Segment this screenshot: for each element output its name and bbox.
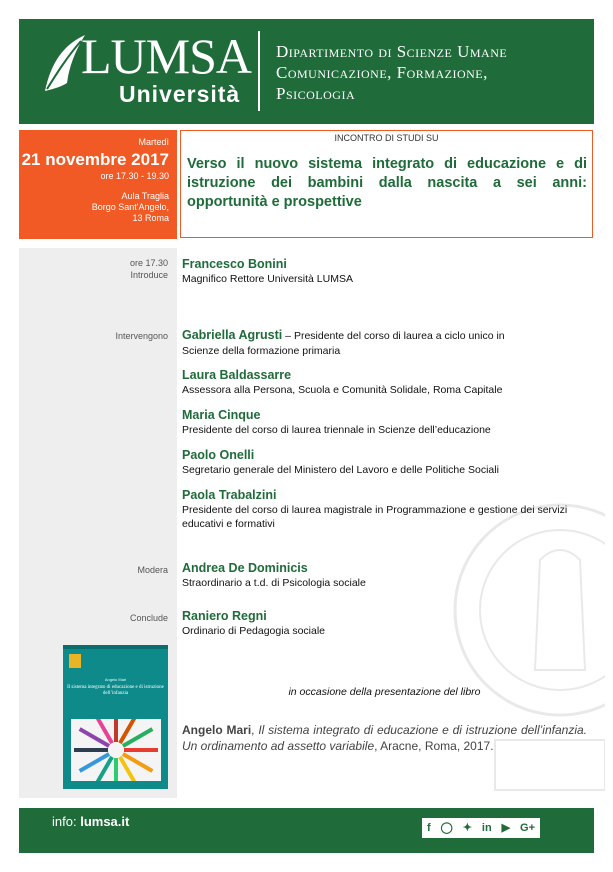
event-place-line: Borgo Sant'Angelo, — [91, 202, 169, 212]
speaker-role: Magnifico Rettore Università LUMSA — [182, 273, 353, 285]
publisher-logo-icon — [69, 654, 81, 668]
department-name — [276, 41, 586, 104]
speaker-name: Raniero Regni — [182, 609, 267, 623]
speaker-name-line — [182, 328, 587, 344]
department-line: Comunicazione, Formazione, — [276, 63, 488, 82]
event-time: ore 17.30 - 19.30 — [100, 171, 169, 181]
info-label: info: — [52, 814, 77, 829]
speaker-name: Laura Baldassarre — [182, 368, 292, 382]
event-title-box — [180, 130, 593, 238]
speaker-name: Andrea De Dominicis — [182, 561, 308, 575]
conclude-entry — [182, 609, 587, 638]
twitter-icon[interactable]: ✦ — [462, 822, 472, 834]
book-cover-title: Il sistema integrato di educazione e di istruzione dell’infanzia — [67, 685, 164, 696]
speaker-role-inline: – Presidente del corso di laurea a ciclo unico in — [282, 330, 505, 342]
social-icons-bar — [422, 818, 540, 838]
youtube-icon[interactable]: ▶ — [501, 822, 511, 834]
speaker-role: Presidente del corso di laurea triennale in Scienze dell’educazione — [182, 424, 491, 436]
introduce-entry — [182, 257, 587, 286]
introduce-label: Introduce — [130, 270, 168, 280]
event-date: 21 novembre 2017 — [21, 150, 169, 169]
event-kicker: INCONTRO DI STUDI SU — [334, 133, 439, 143]
moderator-entry — [182, 561, 587, 590]
linkedin-icon[interactable]: in — [481, 822, 492, 834]
instagram-icon[interactable]: ◯ — [440, 822, 453, 834]
colored-pencils-icon — [71, 719, 161, 781]
introduce-time: ore 17.30 — [129, 258, 168, 268]
university-seal-watermark — [440, 500, 605, 800]
department-line: Dipartimento di Scienze Umane — [276, 42, 508, 61]
header-banner — [19, 19, 594, 124]
speaker-entry — [182, 488, 587, 531]
speaker-name: Paola Trabalzini — [182, 488, 277, 502]
speaker-name: Gabriella Agrusti — [182, 328, 283, 342]
speaker-role: Assessora alla Persona, Scuola e Comunità Solidale, Roma Capitale — [182, 384, 503, 396]
book-publisher: , Aracne, Roma, 2017. — [374, 739, 494, 753]
speaker-entry — [182, 368, 587, 397]
book-description: Angelo Mari, Il sistema integrato di educazione e di istruzione dell’infanzia. Un ordinamento ad assetto variabile, Aracne, Roma, 2017. — [182, 723, 587, 753]
event-place-line: 13 Roma — [132, 213, 169, 223]
event-day-of-week: Martedì — [138, 137, 169, 147]
book-cover-author: Angelo Mari — [104, 677, 127, 682]
speaker-name: Francesco Bonini — [182, 257, 287, 271]
speaker-role: Presidente del corso di laurea magistrale in Programmazione e gestione dei servizi educativi e formativi — [182, 504, 568, 530]
info-website-link[interactable]: lumsa.it — [80, 814, 130, 829]
speaker-role: Ordinario di Pedagogia sociale — [182, 625, 326, 637]
logo-word: LUMSA — [81, 28, 252, 84]
event-date-box — [19, 130, 177, 239]
speaker-name: Paolo Onelli — [182, 448, 255, 462]
facebook-icon[interactable]: f — [426, 822, 431, 834]
speaker-role: Segretario generale del Ministero del Lavoro e delle Politiche Sociali — [182, 464, 499, 476]
event-title: Verso il nuovo sistema integrato di educazione e di istruzione dei bambini dalla nascita a sei anni: opportunità e prospettive — [187, 156, 587, 210]
google-plus-icon[interactable]: G+ — [520, 822, 535, 834]
speaker-entry — [182, 328, 587, 358]
book-title: Il sistema integrato di educazione e di istruzione dell’infanzia. Un ordinamento ad assetto variabile — [182, 723, 587, 753]
event-place — [29, 191, 169, 224]
book-author: Angelo Mari — [182, 723, 252, 737]
conclude-label: Conclude — [129, 613, 168, 623]
speaker-name: Maria Cinque — [182, 408, 261, 422]
book-cover — [63, 645, 168, 789]
header-divider — [258, 31, 260, 111]
info-contact — [52, 814, 129, 829]
modera-label: Modera — [137, 565, 168, 575]
logo-subtitle: Università — [119, 81, 241, 107]
event-place-line: Aula Traglia — [121, 191, 169, 201]
lumsa-logo — [41, 28, 252, 113]
book-cover-band — [63, 645, 168, 649]
book-occasion: in occasione della presentazione del libro — [288, 686, 481, 698]
department-line: Psicologia — [276, 84, 356, 103]
speaker-entry — [182, 448, 587, 477]
speaker-role: Straordinario a t.d. di Psicologia sociale — [182, 577, 366, 589]
intervengono-label: Intervengono — [115, 331, 168, 341]
speaker-role: Scienze della formazione primaria — [182, 345, 341, 357]
footer-banner — [19, 808, 594, 853]
speaker-entry — [182, 408, 587, 437]
